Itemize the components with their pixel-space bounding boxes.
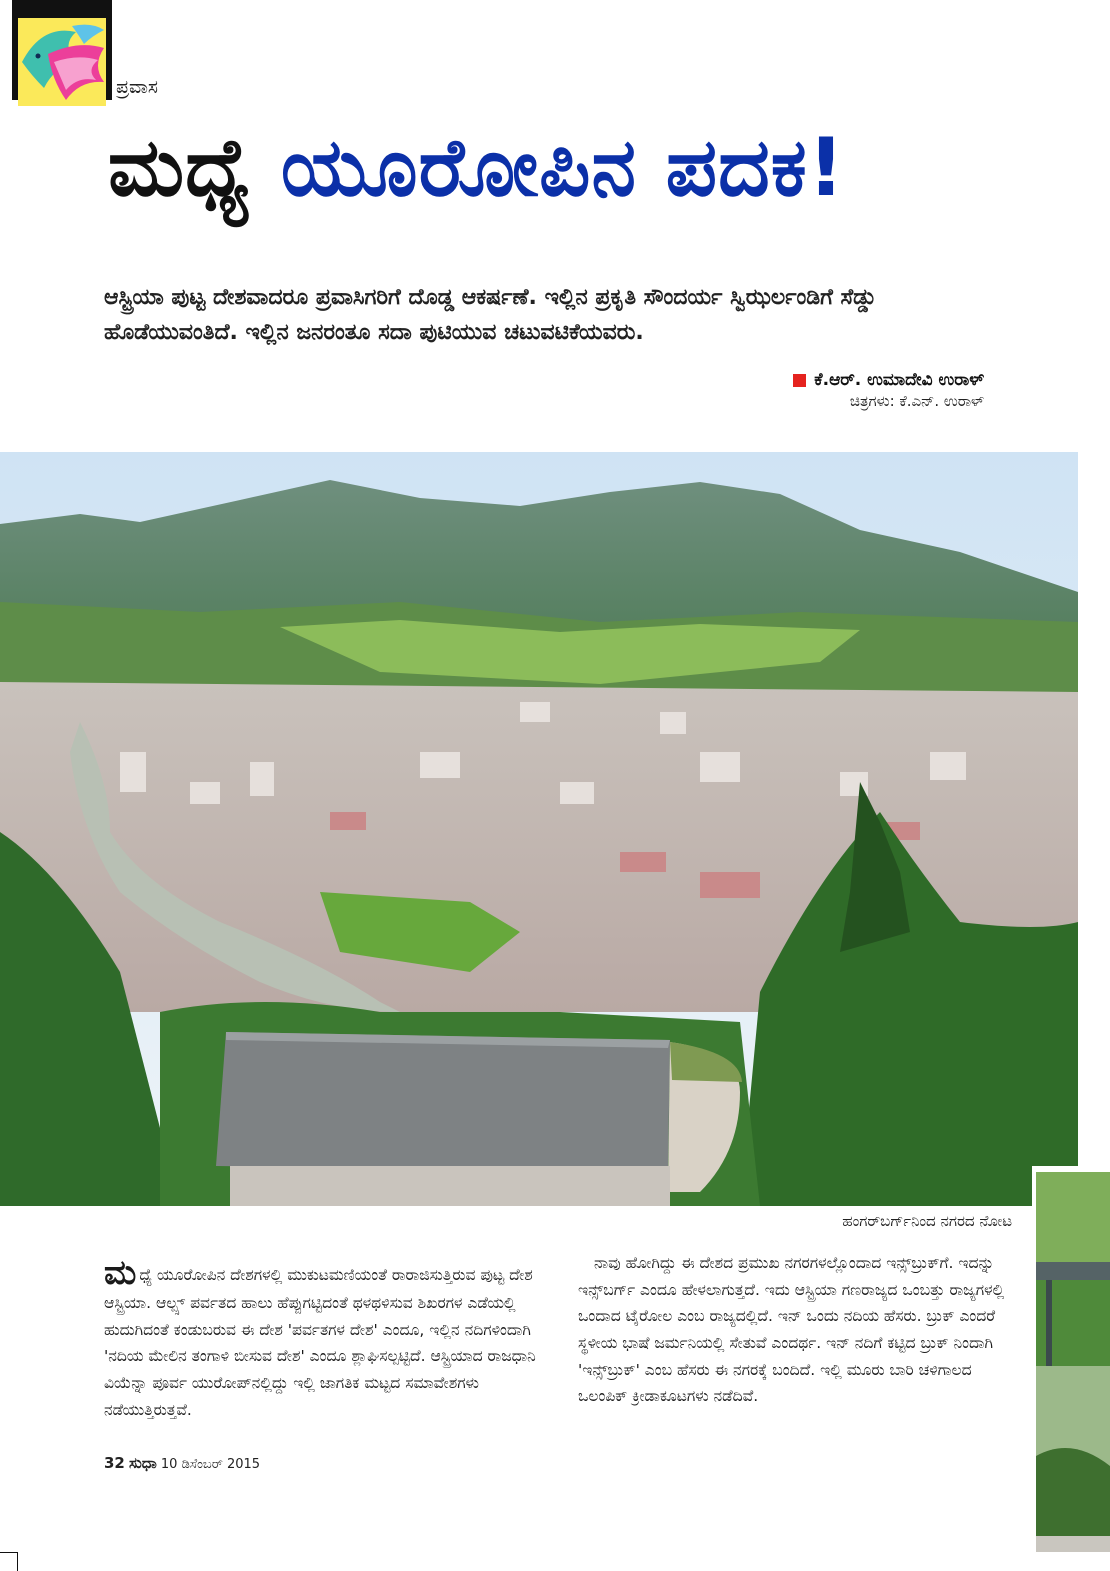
dropcap: ಮ xyxy=(104,1253,137,1293)
article-column-left xyxy=(104,1253,549,1423)
standfirst: ಆಸ್ಟ್ರಿಯಾ ಪುಟ್ಟ ದೇಶವಾದರೂ ಪ್ರವಾಸಿಗರಿಗೆ ದೊಡ್ಡ ಆಕರ್ಷಣೆ. ಇಲ್ಲಿನ ಪ್ರಕೃತಿ ಸೌಂದರ್ಯ ಸ್ವಿಝರ್ಲಂಡಿಗೆ ಸೆಡ್ಡು ಹೊಡೆಯುವಂತಿದೆ. ಇಲ್ಲಿನ ಜನರಂತೂ ಸದಾ ಪುಟಿಯುವ ಚಟುವಟಿಕೆಯವರು. xyxy=(104,285,877,346)
crop-mark xyxy=(0,1552,18,1553)
magazine-name: ಸುಧಾ xyxy=(129,1454,157,1472)
article-text-left: ಧ್ಯೆ ಯೂರೋಪಿನ ದೇಶಗಳಲ್ಲಿ ಮುಕುಟಮಣಿಯಂತೆ ರಾರಾಜಿಸುತ್ತಿರುವ ಪುಟ್ಟ ದೇಶ ಆಸ್ಟ್ರಿಯಾ. ಆಲ್ಪ್ಸ್ ಪರ್ವತದ ಹಾಲು ಹೆಪ್ಪುಗಟ್ಟಿದಂತೆ ಥಳಥಳಿಸುವ ಶಿಖರಗಳ ಎಡೆಯಲ್ಲಿ ಹುದುಗಿದಂತೆ ಕಂಡುಬರುವ ಈ ದೇಶ 'ಪರ್ವತಗಳ ದೇಶ' ಎಂದೂ, ಇಲ್ಲಿನ ನದಿಗಳಿಂದಾಗಿ 'ನದಿಯ ಮೇಲಿನ ತಂಗಾಳಿ ಬೀಸುವ ದೇಶ' ಎಂದೂ ಶ್ಲಾಘಿಸಲ್ಪಟ್ಟಿದೆ. ಆಸ್ಟ್ರಿಯಾದ ರಾಜಧಾನಿ ವಿಯೆನ್ನಾ ಪೂರ್ವ ಯುರೋಪ್‌ನಲ್ಲಿದ್ದು ಇಲ್ಲಿ ಜಾಗತಿಕ ಮಟ್ಟದ ಸಮಾವೇಶಗಳು ನಡೆಯುತ್ತಿರುತ್ತವೆ. xyxy=(104,1266,536,1419)
crop-mark xyxy=(17,1552,18,1571)
red-square-icon xyxy=(793,374,806,387)
headline xyxy=(108,122,845,214)
article-text-right: ನಾವು ಹೋಗಿದ್ದು ಈ ದೇಶದ ಪ್ರಮುಖ ನಗರಗಳಲ್ಲೊಂದಾದ ಇನ್ಸ್‌ಬ್ರುಕ್‌ಗೆ. ಇದನ್ನು ಇನ್ಸ್‌ಬರ್ಗ್ ಎಂದೂ ಹೇಳಲಾಗುತ್ತದೆ. ಇದು ಆಸ್ಟ್ರಿಯಾ ಗಣರಾಜ್ಯದ ಒಂಬತ್ತು ರಾಜ್ಯಗಳಲ್ಲಿ ಒಂದಾದ ಟೈರೋಲ ಎಂಬ ರಾಜ್ಯದಲ್ಲಿದೆ. ಇನ್ ಒಂದು ನದಿಯ ಹೆಸರು. ಬ್ರುಕ್ ಎಂದರೆ ಸ್ಥಳೀಯ ಭಾಷೆ ಜರ್ಮನಿಯಲ್ಲಿ ಸೇತುವೆ ಎಂದರ್ಥ. ಇನ್ ನದಿಗೆ ಕಟ್ಟಿದ ಬ್ರುಕ್ ನಿಂದಾಗಿ 'ಇನ್ಸ್‌ಬ್ರುಕ್' ಎಂಬ ಹೆಸರು ಈ ನಗರಕ್ಕೆ ಬಂದಿದೆ. ಇಲ್ಲಿ ಮೂರು ಬಾರಿ ಚಳಿಗಾಲದ ಒಲಂಪಿಕ್ ಕ್ರೀಡಾಕೂಟಗಳು ನಡೆದಿವೆ. xyxy=(578,1254,1005,1406)
headline-part-blue: ಯೂರೋಪಿನ ಪದಕ! xyxy=(280,121,846,214)
issue-date: 10 ಡಿಸೆಂಬರ್ 2015 xyxy=(160,1457,261,1472)
headline-part-black: ಮಧ್ಯೆ xyxy=(108,121,252,214)
page-folio xyxy=(104,1454,260,1472)
photo-caption: ಹಂಗರ್‌ಬರ್ಗ್‌ನಿಂದ ನಗರದ ನೋಟ xyxy=(842,1212,1012,1230)
photo-credit: ಚಿತ್ರಗಳು: ಕೆ.ಎನ್. ಉರಾಳ್ xyxy=(849,392,984,410)
bird-logo-icon xyxy=(18,18,106,106)
author-row xyxy=(793,370,984,390)
city-panorama-photo xyxy=(0,452,1078,1206)
section-label: ಪ್ರವಾಸ xyxy=(116,76,159,98)
side-photo-strip xyxy=(1032,1166,1110,1558)
byline xyxy=(793,370,984,410)
author-name: ಕೆ.ಆರ್. ಉಮಾದೇವಿ ಉರಾಳ್ xyxy=(814,370,984,390)
page-number: 32 xyxy=(104,1454,125,1472)
article-column-right xyxy=(578,1250,1018,1410)
